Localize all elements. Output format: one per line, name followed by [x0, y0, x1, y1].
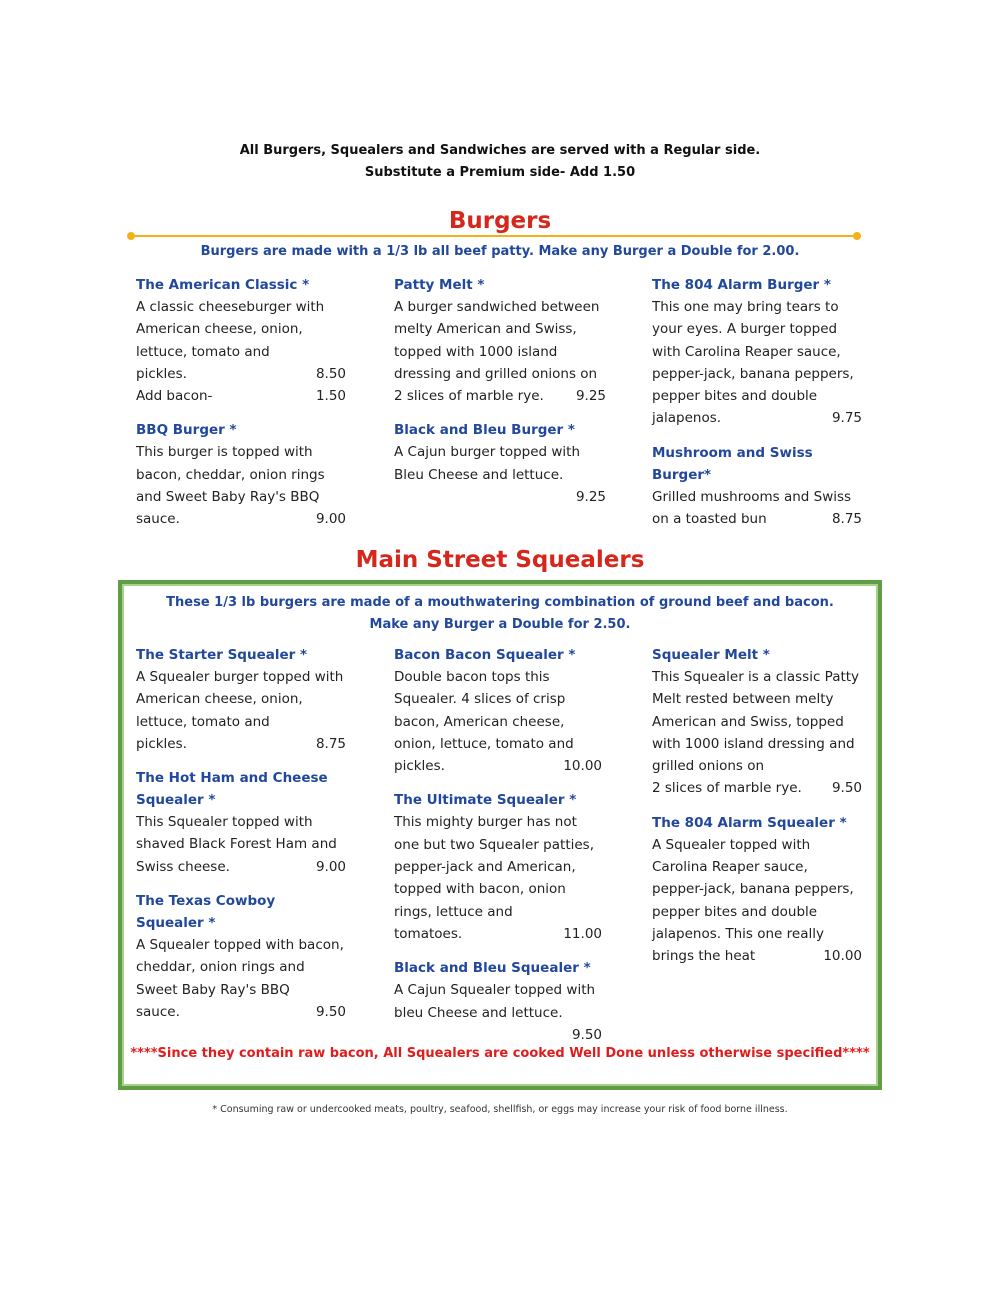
item-description: This Squealer is a classic Patty Melt rested between melty American and Swiss, topped with 1000 island dressing and grilled onions on — [652, 669, 860, 775]
item-price-line — [394, 385, 606, 407]
item-description: A Cajun Squealer topped with bleu Cheese and lettuce. — [394, 982, 596, 1021]
menu-item-american-classic — [136, 274, 346, 407]
item-description: A classic cheeseburger with American cheese, onion, lettuce, tomato and — [136, 299, 325, 360]
item-price: 9.50 — [315, 1003, 346, 1020]
addon-label: Add bacon- — [136, 388, 213, 405]
item-description-end: pickles. — [136, 735, 187, 752]
item-name: Bacon Bacon Squealer * — [394, 647, 576, 663]
menu-item-804-alarm-squealer — [652, 812, 862, 968]
menu-item-bacon-bacon-squealer — [394, 644, 602, 777]
item-name: The Starter Squealer * — [136, 647, 308, 663]
intro-line-1: All Burgers, Squealers and Sandwiches are served with a Regular side. — [239, 143, 761, 158]
item-description-end: sauce. — [136, 511, 180, 528]
item-description-end: brings the heat — [652, 948, 756, 965]
item-name: The 804 Alarm Squealer * — [652, 814, 847, 831]
item-name: The Texas Cowboy Squealer * — [136, 893, 276, 932]
addon-line — [136, 385, 346, 407]
intro-note — [0, 140, 1000, 184]
item-name: The American Classic * — [136, 277, 310, 293]
divider-dot-right — [853, 232, 861, 240]
item-description-end: jalapenos. — [652, 410, 722, 427]
menu-item-black-bleu-squealer — [394, 957, 602, 1046]
intro-line-2: Substitute a Premium side- Add 1.50 — [364, 165, 636, 180]
item-price: 8.75 — [315, 735, 346, 752]
burgers-title: Burgers — [448, 208, 552, 234]
burgers-column-2 — [394, 274, 606, 520]
divider-dot-left — [127, 232, 135, 240]
item-price: 8.75 — [831, 511, 862, 528]
squealers-column-2 — [394, 644, 602, 1058]
squealers-column-1 — [136, 644, 346, 1035]
item-price: 9.25 — [575, 388, 606, 405]
item-price-line — [652, 508, 862, 530]
divider-line — [130, 235, 858, 237]
item-price: 8.50 — [315, 365, 346, 382]
menu-item-black-bleu-burger — [394, 419, 606, 508]
item-price: 11.00 — [563, 925, 602, 942]
item-price-line — [136, 1001, 346, 1023]
menu-item-ultimate-squealer — [394, 789, 602, 945]
item-description-end: tomatoes. — [394, 925, 463, 942]
item-description-end: pickles. — [394, 758, 445, 775]
item-price: 10.00 — [823, 948, 862, 965]
item-price-line — [136, 363, 346, 385]
item-description: This one may bring tears to your eyes. A burger topped with Carolina Reaper sauce, pepper-jack, banana peppers, pepper bites and double — [652, 299, 854, 405]
item-description-end: 2 slices of marble rye. — [652, 780, 802, 797]
menu-item-squealer-melt — [652, 644, 862, 800]
item-description-end: sauce. — [136, 1003, 180, 1020]
item-description: Grilled mushrooms and Swiss — [652, 488, 852, 505]
item-price-line — [136, 856, 346, 878]
squealers-column-3 — [652, 644, 862, 980]
item-price-line — [136, 508, 346, 530]
item-description: This Squealer topped with shaved Black Forest Ham and — [136, 814, 337, 853]
item-name: Black and Bleu Squealer * — [394, 960, 591, 977]
item-description: A Squealer topped with bacon, cheddar, onion rings and Sweet Baby Ray's BBQ — [136, 937, 344, 998]
menu-item-804-alarm-burger — [652, 274, 862, 430]
menu-item-texas-cowboy-squealer — [136, 890, 346, 1023]
well-done-warning: ****Since they contain raw bacon, All Squealers are cooked Well Done unless otherwise specified**** — [130, 1046, 870, 1061]
item-price-line — [652, 407, 862, 429]
item-price: 9.50 — [831, 780, 862, 797]
item-price: 9.00 — [315, 858, 346, 875]
squealers-title: Main Street Squealers — [355, 547, 645, 573]
item-name: Patty Melt * — [394, 277, 485, 293]
item-price-line — [394, 923, 602, 945]
item-description-end: on a toasted bun — [652, 511, 767, 528]
burgers-column-3 — [652, 274, 862, 542]
item-description: A Squealer burger topped with American cheese, onion, lettuce, tomato and — [136, 669, 344, 730]
item-price-line — [652, 945, 862, 967]
item-name: The Ultimate Squealer * — [394, 792, 577, 809]
item-description: Double bacon tops this Squealer. 4 slices of crisp bacon, American cheese, onion, lettuce, tomato and — [394, 669, 574, 752]
squealers-note — [0, 592, 1000, 636]
burgers-note: Burgers are made with a 1/3 lb all beef patty. Make any Burger a Double for 2.00. — [200, 244, 800, 259]
item-name: BBQ Burger * — [136, 422, 237, 439]
item-price-line — [136, 733, 346, 755]
item-price-line — [394, 755, 602, 777]
item-name: Squealer Melt * — [652, 647, 770, 663]
item-description: A Cajun burger topped with Bleu Cheese and lettuce. — [394, 444, 581, 483]
item-price: 9.00 — [315, 511, 346, 528]
item-name: Mushroom and Swiss Burger* — [652, 444, 813, 483]
item-price-line — [652, 777, 862, 799]
item-description: This mighty burger has not one but two Squealer patties, pepper-jack and American, topped with bacon, onion rings, lettuce and — [394, 814, 594, 920]
item-description: A Squealer topped with Carolina Reaper sauce, pepper-jack, banana peppers, pepper bites and double jalapenos. This one really — [652, 836, 854, 942]
menu-item-bbq-burger — [136, 419, 346, 530]
item-name: Black and Bleu Burger * — [394, 422, 575, 439]
item-description-end: Swiss cheese. — [136, 858, 230, 875]
item-description-end: 2 slices of marble rye. — [394, 388, 544, 405]
item-description: A burger sandwiched between melty American and Swiss, topped with 1000 island dressing and grilled onions on — [394, 299, 600, 382]
menu-item-mushroom-swiss-burger — [652, 442, 862, 531]
food-safety-disclaimer: * Consuming raw or undercooked meats, poultry, seafood, shellfish, or eggs may increase your risk of food borne illness. — [212, 1104, 788, 1115]
menu-item-starter-squealer — [136, 644, 346, 755]
item-price: 9.50 — [571, 1026, 602, 1043]
item-price: 10.00 — [563, 758, 602, 775]
item-price: 9.25 — [575, 489, 606, 506]
item-description-end: pickles. — [136, 365, 187, 382]
squealers-note-line-2: Make any Burger a Double for 2.50. — [369, 617, 631, 632]
item-name: The Hot Ham and Cheese Squealer * — [136, 770, 328, 809]
squealers-note-line-1: These 1/3 lb burgers are made of a mouthwatering combination of ground beef and bacon. — [166, 595, 834, 610]
menu-item-patty-melt — [394, 274, 606, 407]
burgers-column-1 — [136, 274, 346, 543]
item-name: The 804 Alarm Burger * — [652, 277, 831, 293]
menu-item-hot-ham-cheese-squealer — [136, 767, 346, 878]
addon-price: 1.50 — [315, 388, 346, 405]
item-description: This burger is topped with bacon, cheddar, onion rings and Sweet Baby Ray's BBQ — [136, 444, 325, 506]
item-price: 9.75 — [831, 410, 862, 427]
